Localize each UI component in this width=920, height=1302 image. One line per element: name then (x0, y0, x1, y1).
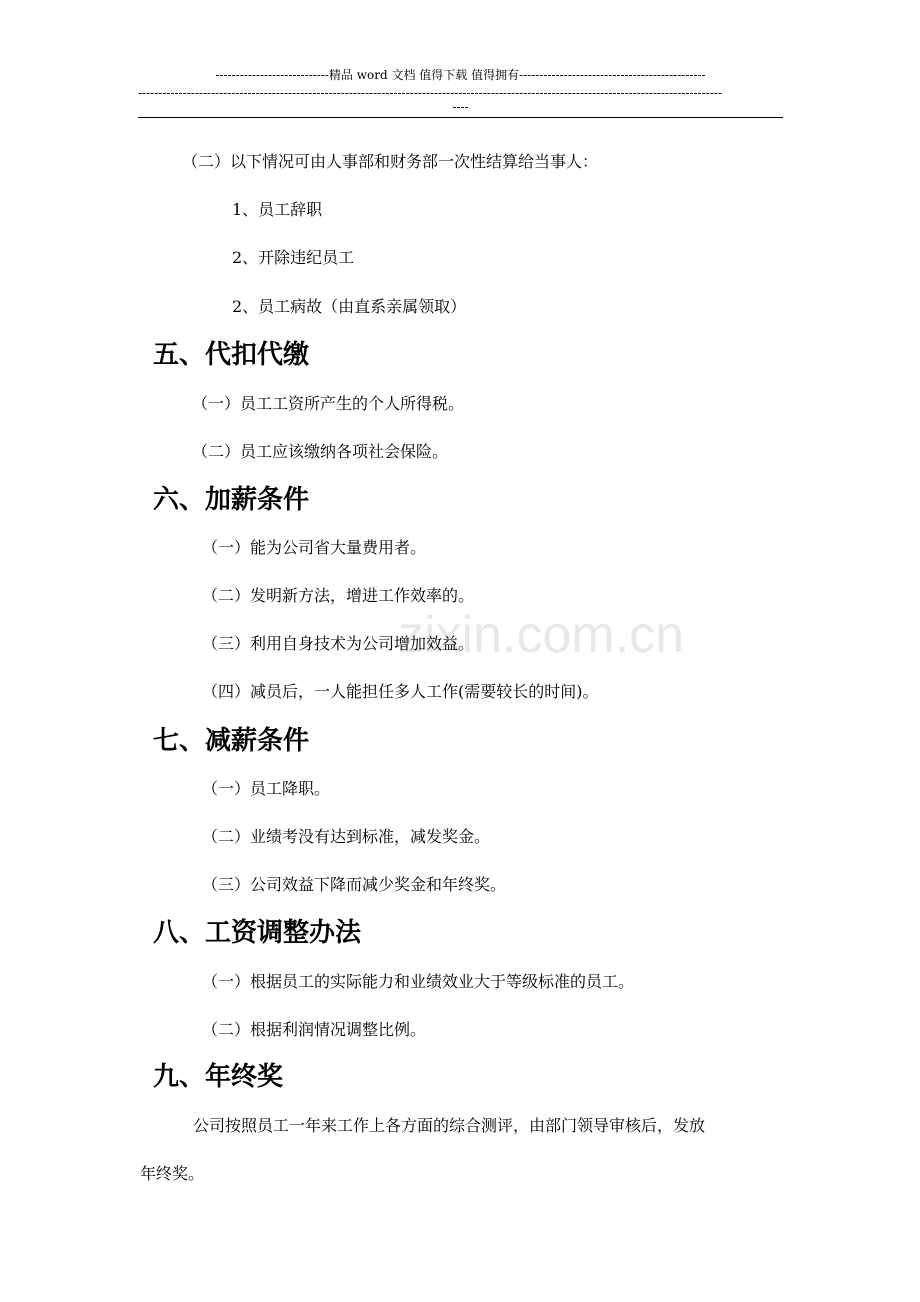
section-heading: 五、代扣代缴 (153, 340, 310, 370)
page-header-dashes: ------------------------------------------------------------------------------------------------------------------------------------------------ (138, 86, 722, 100)
settlement-intro: （二）以下情况可由人事部和财务部一次性结算给当事人： (182, 152, 599, 171)
list-item: 2、开除违纪员工 (232, 248, 355, 267)
list-item: （二）发明新方法，增进工作效率的。 (202, 586, 475, 605)
paragraph-line: 公司按照员工一年来工作上各方面的综合测评，由部门领导审核后，发放 (193, 1116, 706, 1135)
list-item: （一）能为公司省大量费用者。 (202, 538, 427, 557)
list-item: （一）员工降职。 (202, 779, 331, 798)
section-heading: 八、工资调整办法 (153, 918, 362, 948)
list-item: （四）减员后，一人能担任多人工作(需要较长的时间)。 (202, 682, 599, 701)
list-item: （二）根据利润情况调整比例。 (202, 1020, 427, 1039)
list-item: （一）员工工资所产生的个人所得税。 (192, 394, 465, 413)
list-item: （一）根据员工的实际能力和业绩效业大于等级标准的员工。 (202, 972, 635, 991)
page-header-banner: ----------------------------精品 word 文档 值得下载 值得拥有---------------------------------------------- (215, 68, 706, 82)
list-item: （三）公司效益下降而减少奖金和年终奖。 (202, 875, 507, 894)
list-item: 2、员工病故（由直系亲属领取） (232, 297, 467, 316)
header-rule (138, 117, 783, 118)
watermark: zixin.com.cn (398, 606, 685, 664)
list-item: （二）员工应该缴纳各项社会保险。 (192, 442, 449, 461)
list-item: （二）业绩考没有达到标准，减发奖金。 (202, 827, 491, 846)
section-heading: 七、减薪条件 (153, 726, 310, 756)
page-header-dashes-end: ---- (452, 100, 469, 114)
section-heading: 六、加薪条件 (153, 485, 310, 515)
list-item: （三）利用自身技术为公司增加效益。 (202, 634, 475, 653)
list-item: 1、员工辞职 (232, 200, 323, 219)
paragraph-line: 年终奖。 (140, 1164, 205, 1183)
section-heading: 九、年终奖 (153, 1062, 284, 1092)
